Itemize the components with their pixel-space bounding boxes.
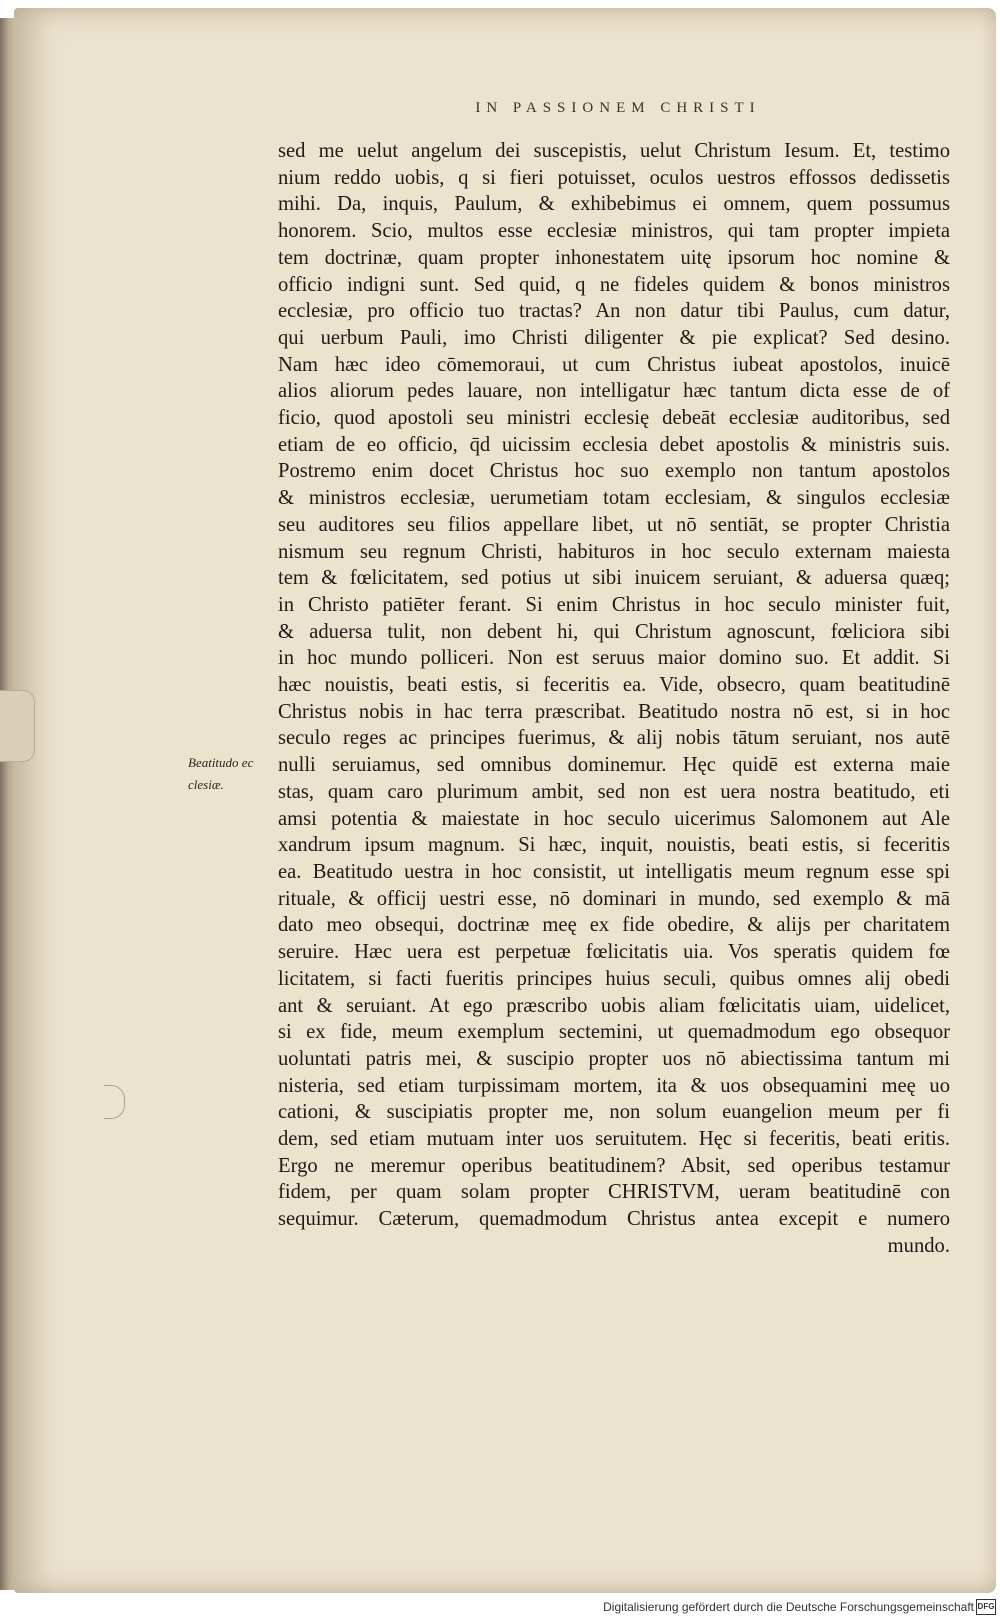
- text-line: Ergo ne meremur operibus beatitudinem? Absit, sed operibus testamur: [278, 1154, 950, 1177]
- text-line: rituale, & officij uestri esse, nō dominari in mundo, sed exemplo & mā: [278, 887, 950, 910]
- text-line: xandrum ipsum magnum. Si hæc, inquit, nouistis, beati estis, si feceritis: [278, 834, 950, 857]
- text-line: licitatem, si facti fueritis principes huius seculi, quibus omnes alij obedi: [278, 967, 950, 990]
- text-line: cationi, & suscipiatis propter me, non solum euangelion meum per fi: [278, 1101, 950, 1124]
- text-line: officio indigni sunt. Sed quid, q ne fideles quidem & bonos ministros: [278, 273, 950, 296]
- text-line: Christus nobis in hac terra præscribat. Beatitudo nostra nō est, si in hoc: [278, 700, 950, 723]
- text-line: Nam hæc ideo cōmemoraui, ut cum Christus iubeat apostolos, inuicē: [278, 353, 950, 376]
- text-line: alios aliorum pedes lauare, non intelligatur hæc tantum dicta esse de of: [278, 380, 950, 403]
- text-line: qui uerbum Pauli, imo Christi diligenter & pie explicat? Sed desino.: [278, 326, 950, 349]
- text-line: seu auditores seu filios appellare libet, ut nō sentiāt, se propter Christia: [278, 513, 950, 536]
- text-line: tem doctrinæ, quam propter inhonestatem uitę ipsorum hoc nomine &: [278, 246, 950, 269]
- text-line: nulli seruiamus, sed omnibus dominemur. Hęc quidē est externa maie: [278, 754, 950, 777]
- text-line: ant & seruiant. At ego præscribo uobis aliam fœlicitatis uiam, uidelicet,: [278, 994, 950, 1017]
- text-line: seculo reges ac principes fuerimus, & alij nobis tātum seruiant, nos autē: [278, 727, 950, 750]
- text-line: ecclesiæ, pro officio tuo tractas? An non datur tibi Paulus, cum datur,: [278, 300, 950, 323]
- text-line: nisteria, sed etiam turpissimam mortem, ita & uos obsequamini meę uo: [278, 1074, 950, 1097]
- text-line: tem & fœlicitatem, sed potius ut sibi inuicem seruiant, & aduersa quæq;: [278, 567, 950, 590]
- text-line: fidem, per quam solam propter CHRISTVM, ueram beatitudinē con: [278, 1181, 950, 1204]
- text-line: dato meo obsequi, doctrinæ meę ex fide obedire, & alijs per charitatem: [278, 914, 950, 937]
- text-line: si ex fide, meum exemplum sectemini, ut quemadmodum ego obsequor: [278, 1021, 950, 1044]
- text-line: in Christo patiēter ferant. Si enim Christus in hoc seculo minister fuit,: [278, 593, 950, 616]
- text-line: nismum seu regnum Christi, habituros in hoc seculo externam maiesta: [278, 540, 950, 563]
- text-line: etiam de eo officio, q̄d uicissim ecclesia debet apostolis & ministris suis.: [278, 433, 950, 456]
- text-line: sequimur. Cæterum, quemadmodum Christus antea excepit e numero: [278, 1208, 950, 1231]
- marginal-note: Beatitudo ec clesiæ.: [188, 755, 254, 792]
- text-line: ficio, quod apostoli seu ministri ecclesię debeāt ecclesiæ auditoribus, sed: [278, 407, 950, 430]
- text-line: stas, quam caro plurimum ambit, sed non est uera nostra beatitudo, eti: [278, 780, 950, 803]
- text-line: ea. Beatitudo uestra in hoc consistit, ut intelligatis meum regnum esse spi: [278, 860, 950, 883]
- text-line: mundo.: [887, 1234, 950, 1257]
- text-line: seruire. Hæc uera est perpetuæ fœlicitatis uia. Vos speratis quidem fœ: [278, 941, 950, 964]
- text-line: hæc nouistis, beati estis, si feceritis ea. Vide, obsecro, quam beatitudinē: [278, 674, 950, 697]
- main-text-block: [278, 138, 950, 1260]
- text-line: uoluntati patris mei, & suscipio propter uos nō abiectissima tantum mi: [278, 1047, 950, 1070]
- text-line: honorem. Scio, multos esse ecclesiæ ministros, qui tam propter impieta: [278, 220, 950, 243]
- digitization-credit: Digitalisierung gefördert durch die Deutsche Forschungsgemeinschaft: [603, 1600, 974, 1614]
- page-clip: [0, 690, 35, 762]
- running-head: IN PASSIONEM CHRISTI: [475, 100, 761, 116]
- text-line: amsi potentia & maiestate in hoc seculo uicerimus Salomonem aut Ale: [278, 807, 950, 830]
- text-line: in hoc mundo polliceri. Non est seruus maior domino suo. Et addit. Si: [278, 647, 950, 670]
- text-line: dem, sed etiam mutuam inter uos seruitutem. Hęc si feceritis, beati eritis.: [278, 1128, 950, 1151]
- text-line: sed me uelut angelum dei suscepistis, uelut Christum Iesum. Et, testimo: [278, 140, 950, 162]
- dfg-logo: DFG: [976, 1599, 996, 1615]
- text-line: mihi. Da, inquis, Paulum, & exhibebimus ei omnem, quem possumus: [278, 193, 950, 216]
- text-line: & ministros ecclesiæ, uerumetiam totam ecclesiam, & singulos ecclesiæ: [278, 487, 950, 510]
- text-line: Postremo enim docet Christus hoc suo exemplo non tantum apostolos: [278, 460, 950, 483]
- text-line: nium reddo uobis, q si fieri potuisset, oculos uestros effossos dedissetis: [278, 166, 950, 189]
- text-line: & aduersa tulit, non debent hi, qui Christum agnoscunt, fœliciora sibi: [278, 620, 950, 643]
